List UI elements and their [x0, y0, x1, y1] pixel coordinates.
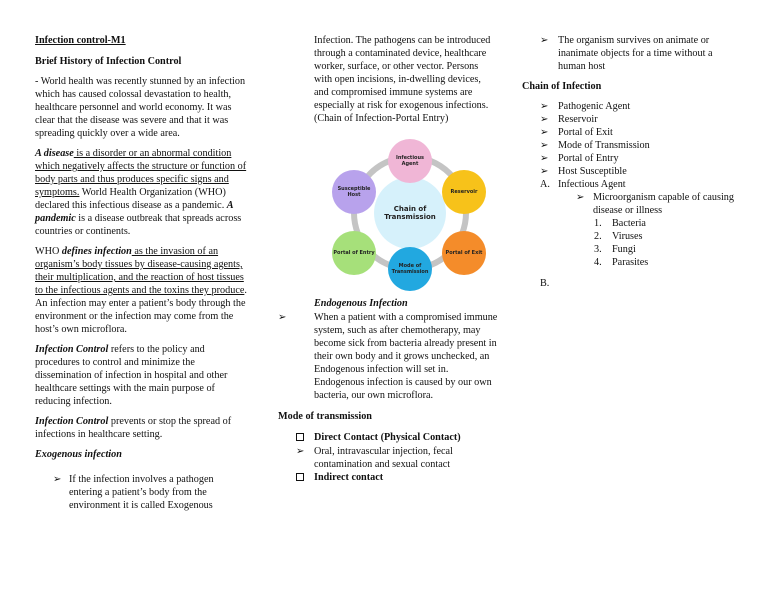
node-portal-of-exit: Portal of Exit	[442, 231, 486, 275]
arrow-bullet-icon: ➢	[576, 192, 585, 203]
arrow-bullet-icon: ➢	[53, 474, 62, 485]
list-item: ➢ Reservoir	[540, 114, 598, 125]
arrow-bullet-icon: ➢	[278, 312, 287, 323]
node-susceptible-host: Susceptible Host	[332, 170, 376, 214]
pandemic-definition: is a disease outbreak that spreads across countries or continents.	[35, 213, 242, 237]
chain-of-infection-heading: Chain of Infection	[522, 81, 602, 92]
disease-paragraph	[35, 147, 249, 238]
node-reservoir: Reservoir	[442, 170, 486, 214]
list-item: ➢ Portal of Entry	[540, 153, 619, 164]
arrow-bullet-icon: ➢	[296, 446, 305, 457]
endogenous-bullet-text: When a patient with a compromised immune system, such as after chemotherapy, may become sick from bacteria already present in their own body and it grows unchecked, an Endogenous infection will set in. Endogenous infection is caused by our own bacteria, our own microflora.	[314, 312, 498, 401]
microorganism-bullet	[522, 191, 742, 217]
exogenous-heading: Exogenous infection	[35, 449, 122, 460]
who-paragraph	[35, 245, 249, 336]
list-item: ➢ Host Susceptible	[540, 166, 627, 177]
survival-bullet	[522, 34, 742, 73]
list-item: ➢ Pathogenic Agent	[540, 101, 631, 112]
node-portal-of-entry: Portal of Entry	[332, 231, 376, 275]
infection-control-paragraph	[35, 343, 249, 408]
survival-bullet-text: The organism survives on animate or inanimate objects for a time without a human host	[558, 35, 713, 72]
pandemic-term: A pandemic	[35, 200, 234, 224]
infection-control-paragraph-2	[35, 415, 249, 441]
list-marker-b: B.	[540, 278, 550, 289]
chain-of-transmission-diagram	[326, 139, 506, 289]
arrow-bullet-icon: ➢	[540, 166, 549, 177]
list-item: 4. Parasites	[594, 257, 649, 268]
direct-contact-bullet-text: Oral, intravascular injection, fecal contamination and sexual contact	[314, 446, 453, 470]
infection-control-term: Infection Control	[35, 344, 109, 355]
section-heading-history: Brief History of Infection Control	[35, 56, 182, 67]
exogenous-bullet	[35, 473, 249, 512]
list-marker-a: A.	[540, 179, 550, 190]
diagram-center: Chain of Transmission	[374, 177, 446, 249]
list-item: ➢ Mode of Transmission	[540, 140, 650, 151]
infection-control-term-2: Infection Control	[35, 416, 109, 427]
direct-contact-bullet	[278, 445, 498, 471]
exogenous-continuation: Infection. The pathogens can be introduced through a contaminated device, healthcare worker, surface, or other vector. Persons with open incisions, in-dwelling devices, and compromised immune systems are especially at risk for exogenous infections. (Chain of Infection-Portal Entry)	[314, 35, 491, 124]
node-mode-of-transmission: Mode of Transmission	[388, 247, 432, 291]
indirect-contact-item	[278, 471, 498, 485]
list-item: 2. Viruses	[594, 231, 643, 242]
node-infectious-agent: Infectious Agent	[388, 139, 432, 183]
direct-contact-item	[278, 431, 498, 445]
list-item: ➢ Portal of Exit	[540, 127, 613, 138]
arrow-bullet-icon: ➢	[540, 114, 549, 125]
indirect-contact-label: Indirect contact	[314, 472, 384, 483]
infection-control-definition: refers to the policy and procedures to control and minimize the dissemination of infection in hospital and other healthcare settings with the main purpose of reducing infection.	[35, 344, 228, 407]
infectious-agent-label: Infectious Agent	[558, 179, 626, 190]
mode-of-transmission-heading: Mode of transmission	[278, 411, 372, 422]
column-left	[35, 34, 249, 512]
arrow-bullet-icon: ➢	[540, 35, 549, 46]
column-right	[522, 34, 742, 290]
checkbox-square-icon	[296, 431, 314, 445]
disease-definition: is a disorder or an abnormal condition which negatively affects the structure or function of body parts and thus produces specific signs and symptoms.	[35, 148, 247, 198]
who-rest: . An infection may enter a patient’s body through the environment or the infection may come from the host’s own microflora.	[35, 285, 247, 335]
direct-contact-label: Direct Contact (Physical Contact)	[314, 432, 461, 443]
who-term: defines infection	[61, 246, 132, 257]
document-title: Infection control-M1	[35, 35, 126, 46]
who-prefix: WHO	[35, 246, 62, 257]
pathogen-list	[522, 217, 742, 269]
list-item: 1. Bacteria	[594, 218, 646, 229]
endogenous-bullet	[278, 311, 498, 402]
checkbox-square-icon	[296, 471, 314, 485]
list-item: 3. Fungi	[594, 244, 636, 255]
column-middle	[278, 34, 498, 485]
microorganism-bullet-text: Microorganism capable of causing disease or illness	[593, 192, 734, 216]
arrow-bullet-icon: ➢	[540, 101, 549, 112]
arrow-bullet-icon: ➢	[540, 127, 549, 138]
infection-control-definition-2: prevents or stop the spread of infections in healthcare setting.	[35, 416, 232, 440]
intro-paragraph: - World health was recently stunned by an infection which has caused colossal devastation to health, healthcare personnel and world economy. It was clear that the disease was severe and that it was spreading quickly over a wide area.	[35, 76, 246, 139]
chain-list	[522, 100, 742, 178]
infectious-agent-item	[522, 178, 742, 191]
endogenous-heading: Endogenous Infection	[314, 298, 408, 309]
disease-term: A disease	[35, 148, 74, 159]
exogenous-bullet-text: If the infection involves a pathogen entering a patient’s body from the environment it is called Exogenous	[69, 474, 214, 511]
who-definition: as the invasion of an organism’s body tissues by disease-causing agents, their multiplication, and the reaction of host tissues to the infectious agents and the toxins they produce	[35, 246, 245, 296]
arrow-bullet-icon: ➢	[540, 153, 549, 164]
arrow-bullet-icon: ➢	[540, 140, 549, 151]
disease-rest: World Health Organization (WHO) declared this infectious disease as a pandemic.	[35, 187, 227, 211]
